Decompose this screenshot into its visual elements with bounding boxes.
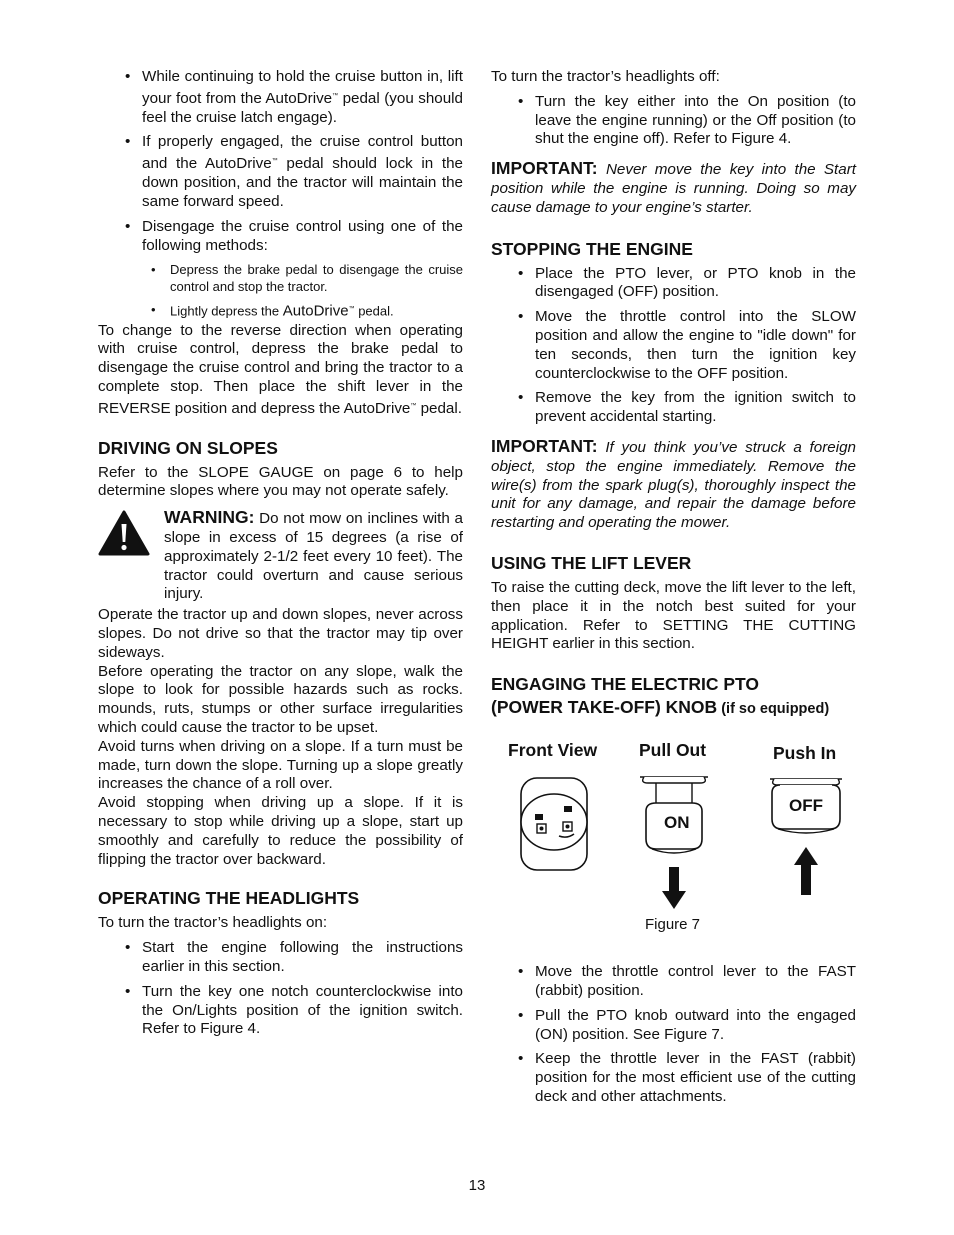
list-item: • Start the engine following the instructions earlier in this section. [98, 939, 463, 977]
list-item: • Move the throttle control lever to the FAST (rabbit) position. [491, 963, 856, 1001]
page-number: 13 [468, 1177, 486, 1194]
section-heading-lift: USING THE LIFT LEVER [491, 552, 692, 573]
list-item: • Keep the throttle lever in the FAST (rabbit) position for the most efficient use of the cutting deck and other attachments. [491, 1050, 856, 1106]
list-item: • Move the throttle control into the SLOW position and allow the engine to "idle down" for ten seconds, then turn the ignition key counterclockwise to the OFF position. [491, 308, 856, 383]
warning-label: WARNING: [164, 507, 255, 528]
sub-list-item: • Lightly depress the AutoDrive™ pedal. [98, 301, 463, 319]
section-heading-slopes: DRIVING ON SLOPES [98, 437, 278, 458]
right-column [491, 68, 856, 1113]
knob-on-label: ON [664, 813, 690, 833]
list-item: • Place the PTO lever, or PTO knob in the disengaged (OFF) position. [491, 265, 856, 303]
left-column [98, 68, 463, 1045]
pto-knob-front-view [519, 776, 589, 872]
pto-knob-pull-out [636, 775, 712, 911]
list-item: • Disengage the cruise control using one of the following methods: [98, 218, 463, 256]
paragraph: To turn the tractor’s headlights off: [491, 68, 720, 85]
list-item: • If properly engaged, the cruise control button and the AutoDrive™ pedal should lock in the down position, and the tractor will maintain the same forward speed. [98, 133, 463, 211]
list-item: • While continuing to hold the cruise button in, lift your foot from the AutoDrive™ pedal (you should feel the cruise latch engage). [98, 68, 463, 127]
paragraph: Before operating the tractor on any slope, walk the slope to look for possible hazards such as rocks. mounds, ruts, stumps or other surface irregularities which could cause the tractor to be upset. [98, 662, 463, 737]
sub-list-item: • Depress the brake pedal to disengage the cruise control and stop the tractor. [98, 261, 463, 295]
section-heading-headlights: OPERATING THE HEADLIGHTS [98, 888, 360, 909]
paragraph: Avoid turns when driving on a slope. If a turn must be made, turn down the slope. Turning up a slope greatly increases the chance of a roll over. [98, 737, 463, 793]
figure-label-push-in: Push In [773, 743, 837, 764]
warning-block: WARNING: Do not mow on inclines with a slope in excess of 15 degrees (a rise of approximately 2-1/2 feet every 10 feet). The tractor could overturn and cause serious injury. [98, 508, 463, 604]
list-item: • Pull the PTO knob outward into the engaged (ON) position. See Figure 7. [491, 1007, 856, 1045]
list-item: • Remove the key from the ignition switch to prevent accidental starting. [491, 389, 856, 427]
important-note: IMPORTANT: If you think you’ve struck a foreign object, stop the engine immediately. Remove the wire(s) from the spark plug(s), thoroughly inspect the unit for any damage, and repair the damage before restarting and operating the mower. [491, 435, 856, 532]
section-heading-pto: ENGAGING THE ELECTRIC PTO (POWER TAKE-OFF) KNOB (if so equipped) [491, 674, 830, 718]
figure-label-pull-out: Pull Out [639, 740, 707, 761]
list-item: • Turn the key one notch counterclockwise into the On/Lights position of the ignition switch. Refer to Figure 4. [98, 983, 463, 1039]
knob-off-label: OFF [789, 796, 823, 816]
section-heading-stopping: STOPPING THE ENGINE [491, 238, 693, 259]
figure-label-front-view: Front View [508, 740, 598, 761]
paragraph: To turn the tractor’s headlights on: [98, 914, 328, 932]
figure-7 [491, 741, 856, 963]
pto-knob-push-in [768, 777, 844, 897]
figure-caption: Figure 7 [645, 916, 701, 934]
warning-icon [98, 508, 164, 604]
paragraph: To raise the cutting deck, move the lift lever to the left, then place it in the notch best suited for your application. Refer to SETTING THE CUTTING HEIGHT earlier in this section. [491, 578, 856, 653]
reverse-paragraph: To change to the reverse direction when operating with cruise control, depress the brake pedal to disengage the cruise control and bring the tractor to a complete stop. Then place the shift lever in the REVERSE position and depress the AutoDrive™ pedal. [98, 321, 463, 417]
slope-gauge-paragraph: Refer to the SLOPE GAUGE on page 6 to help determine slopes where you may not operate safely. [98, 463, 463, 500]
paragraph: Avoid stopping when driving up a slope. If it is necessary to stop while driving up a slope, start up smoothly and carefully to reduce the possibility of flipping the tractor over backward. [98, 794, 463, 868]
paragraph: Operate the tractor up and down slopes, never across slopes. Do not drive so that the tractor may tip over sideways. [98, 606, 463, 661]
list-item: • Turn the key either into the On position (to leave the engine running) or the Off position (to shut the engine off). Refer to Figure 4. [491, 93, 856, 149]
important-note: IMPORTANT: Never move the key into the Start position while the engine is running. Doing so may cause damage to your engine’s starter. [491, 158, 856, 216]
